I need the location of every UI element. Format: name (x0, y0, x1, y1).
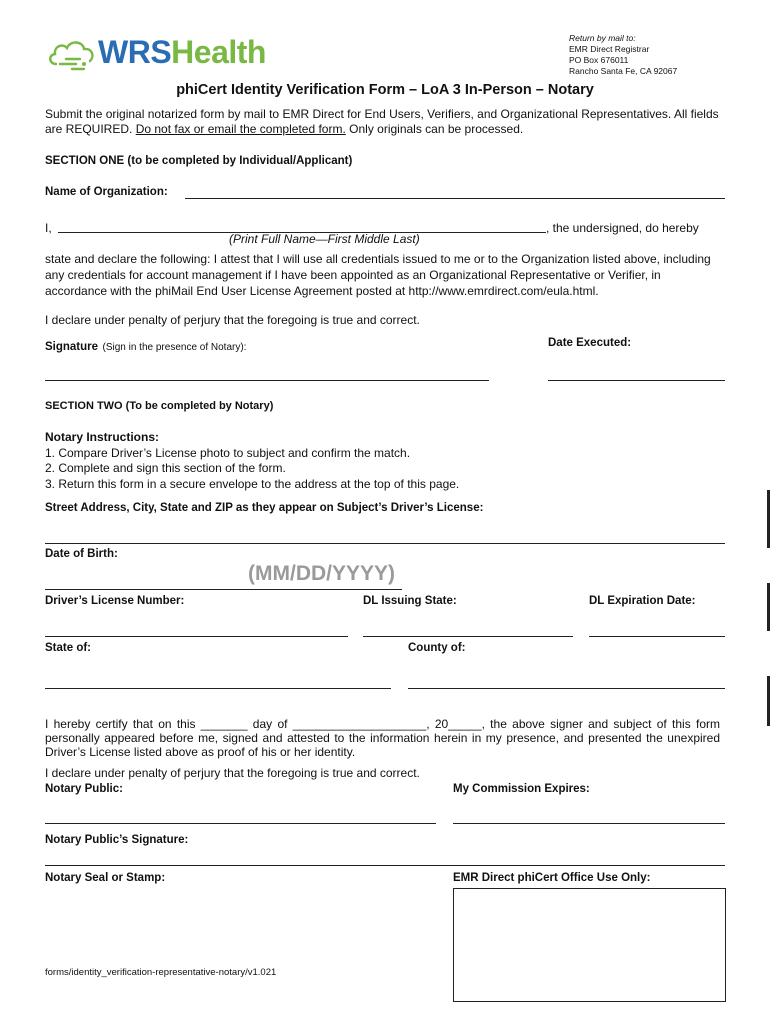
signature-label: Signature (45, 341, 99, 353)
applicant-signature-field[interactable] (45, 380, 489, 381)
org-name-field[interactable] (185, 198, 725, 199)
seal-stamp-label: Notary Seal or Stamp: (45, 872, 166, 884)
instruction-item: 2. Complete and sign this section of the form. (45, 461, 286, 475)
section-one-heading: SECTION ONE (to be completed by Individual/Applicant) (45, 155, 353, 167)
date-executed-field[interactable] (548, 380, 725, 381)
signature-label-group (45, 337, 246, 355)
notary-public-field[interactable] (45, 823, 436, 824)
state-of-label: State of: (45, 642, 91, 654)
certification-text: I hereby certify that on this _______ day of ____________________, 20_____, the above signer and subject of this form personally appeared before me, signed and attested to the information herein in my presence, and presented the unexpired Driver’s License listed above as proof of his or her identity. (45, 717, 720, 759)
notary-signature-field[interactable] (45, 865, 725, 866)
dl-expiration-field[interactable] (589, 636, 725, 637)
dl-state-field[interactable] (363, 636, 573, 637)
perjury-statement: I declare under penalty of perjury that the foregoing is true and correct. (45, 313, 420, 327)
dl-number-label: Driver’s License Number: (45, 595, 185, 607)
address-field[interactable] (45, 543, 725, 544)
county-of-field[interactable] (408, 688, 725, 689)
return-line: EMR Direct Registrar (569, 44, 650, 54)
commission-expires-label: My Commission Expires: (453, 783, 590, 795)
intro-underlined: Do not fax or email the completed form. (135, 122, 346, 136)
dl-number-field[interactable] (45, 636, 348, 637)
cloud-logo-icon (46, 36, 98, 72)
commission-expires-field[interactable] (453, 823, 725, 824)
county-of-label: County of: (408, 642, 466, 654)
instruction-item: 3. Return this form in a secure envelope to the address at the top of this page. (45, 476, 460, 491)
dob-label: Date of Birth: (45, 548, 118, 560)
notary-perjury-statement: I declare under penalty of perjury that the foregoing is true and correct. (45, 766, 420, 780)
section-two-heading: SECTION TWO (To be completed by Notary) (45, 400, 274, 412)
dob-placeholder: (MM/DD/YYYY) (248, 562, 395, 585)
i-suffix: , the undersigned, do hereby (546, 221, 699, 235)
logo-health: Health (171, 34, 266, 70)
state-of-field[interactable] (45, 688, 391, 689)
date-executed-label: Date Executed: (548, 337, 632, 349)
intro-text (45, 107, 725, 137)
return-line: PO Box 676011 (569, 55, 629, 65)
dl-expiration-label: DL Expiration Date: (589, 595, 696, 607)
full-name-caption: (Print Full Name—First Middle Last) (229, 232, 420, 246)
form-footer: forms/identity_verification-representative-notary/v1.021 (45, 967, 277, 978)
intro-part2: Only originals can be processed. (349, 122, 524, 136)
instructions-heading: Notary Instructions: (45, 430, 160, 444)
return-line: Rancho Santa Fe, CA 92067 (569, 66, 678, 76)
dob-field[interactable] (45, 589, 402, 590)
notary-public-label: Notary Public: (45, 783, 123, 795)
attestation-text: state and declare the following: I attest that I will use all credentials issued to me or to the Organization listed above, including any credentials for account management if I have been appointed as an Organizational Representative or Verifier, in accordance with the phiMail End User License Agreement posted at http://www.emrdirect.com/eula.html. (45, 252, 711, 298)
office-use-label: EMR Direct phiCert Office Use Only: (453, 872, 651, 884)
signature-note: (Sign in the presence of Notary): (102, 342, 247, 353)
instruction-item: 1. Compare Driver’s License photo to subject and confirm the match. (45, 445, 411, 460)
dl-state-label: DL Issuing State: (363, 595, 457, 607)
notary-signature-label: Notary Public’s Signature: (45, 834, 189, 846)
i-prefix: I, (45, 221, 52, 235)
notary-instructions (45, 430, 459, 492)
form-title: phiCert Identity Verification Form – LoA 3 In-Person – Notary (176, 82, 594, 98)
logo-wrs: WRS (98, 34, 172, 70)
return-address (569, 33, 759, 77)
intro-part1: Submit the original notarized form by mail to EMR Direct for End Users, Verifiers, and Organizational Representatives. All fields are REQUIRED. (45, 107, 719, 136)
office-use-box (453, 888, 726, 1002)
return-heading: Return by mail to: (569, 33, 636, 43)
org-label: Name of Organization: (45, 186, 168, 198)
address-label: Street Address, City, State and ZIP as they appear on Subject’s Driver’s License: (45, 502, 484, 514)
wrs-health-logo (46, 34, 276, 74)
